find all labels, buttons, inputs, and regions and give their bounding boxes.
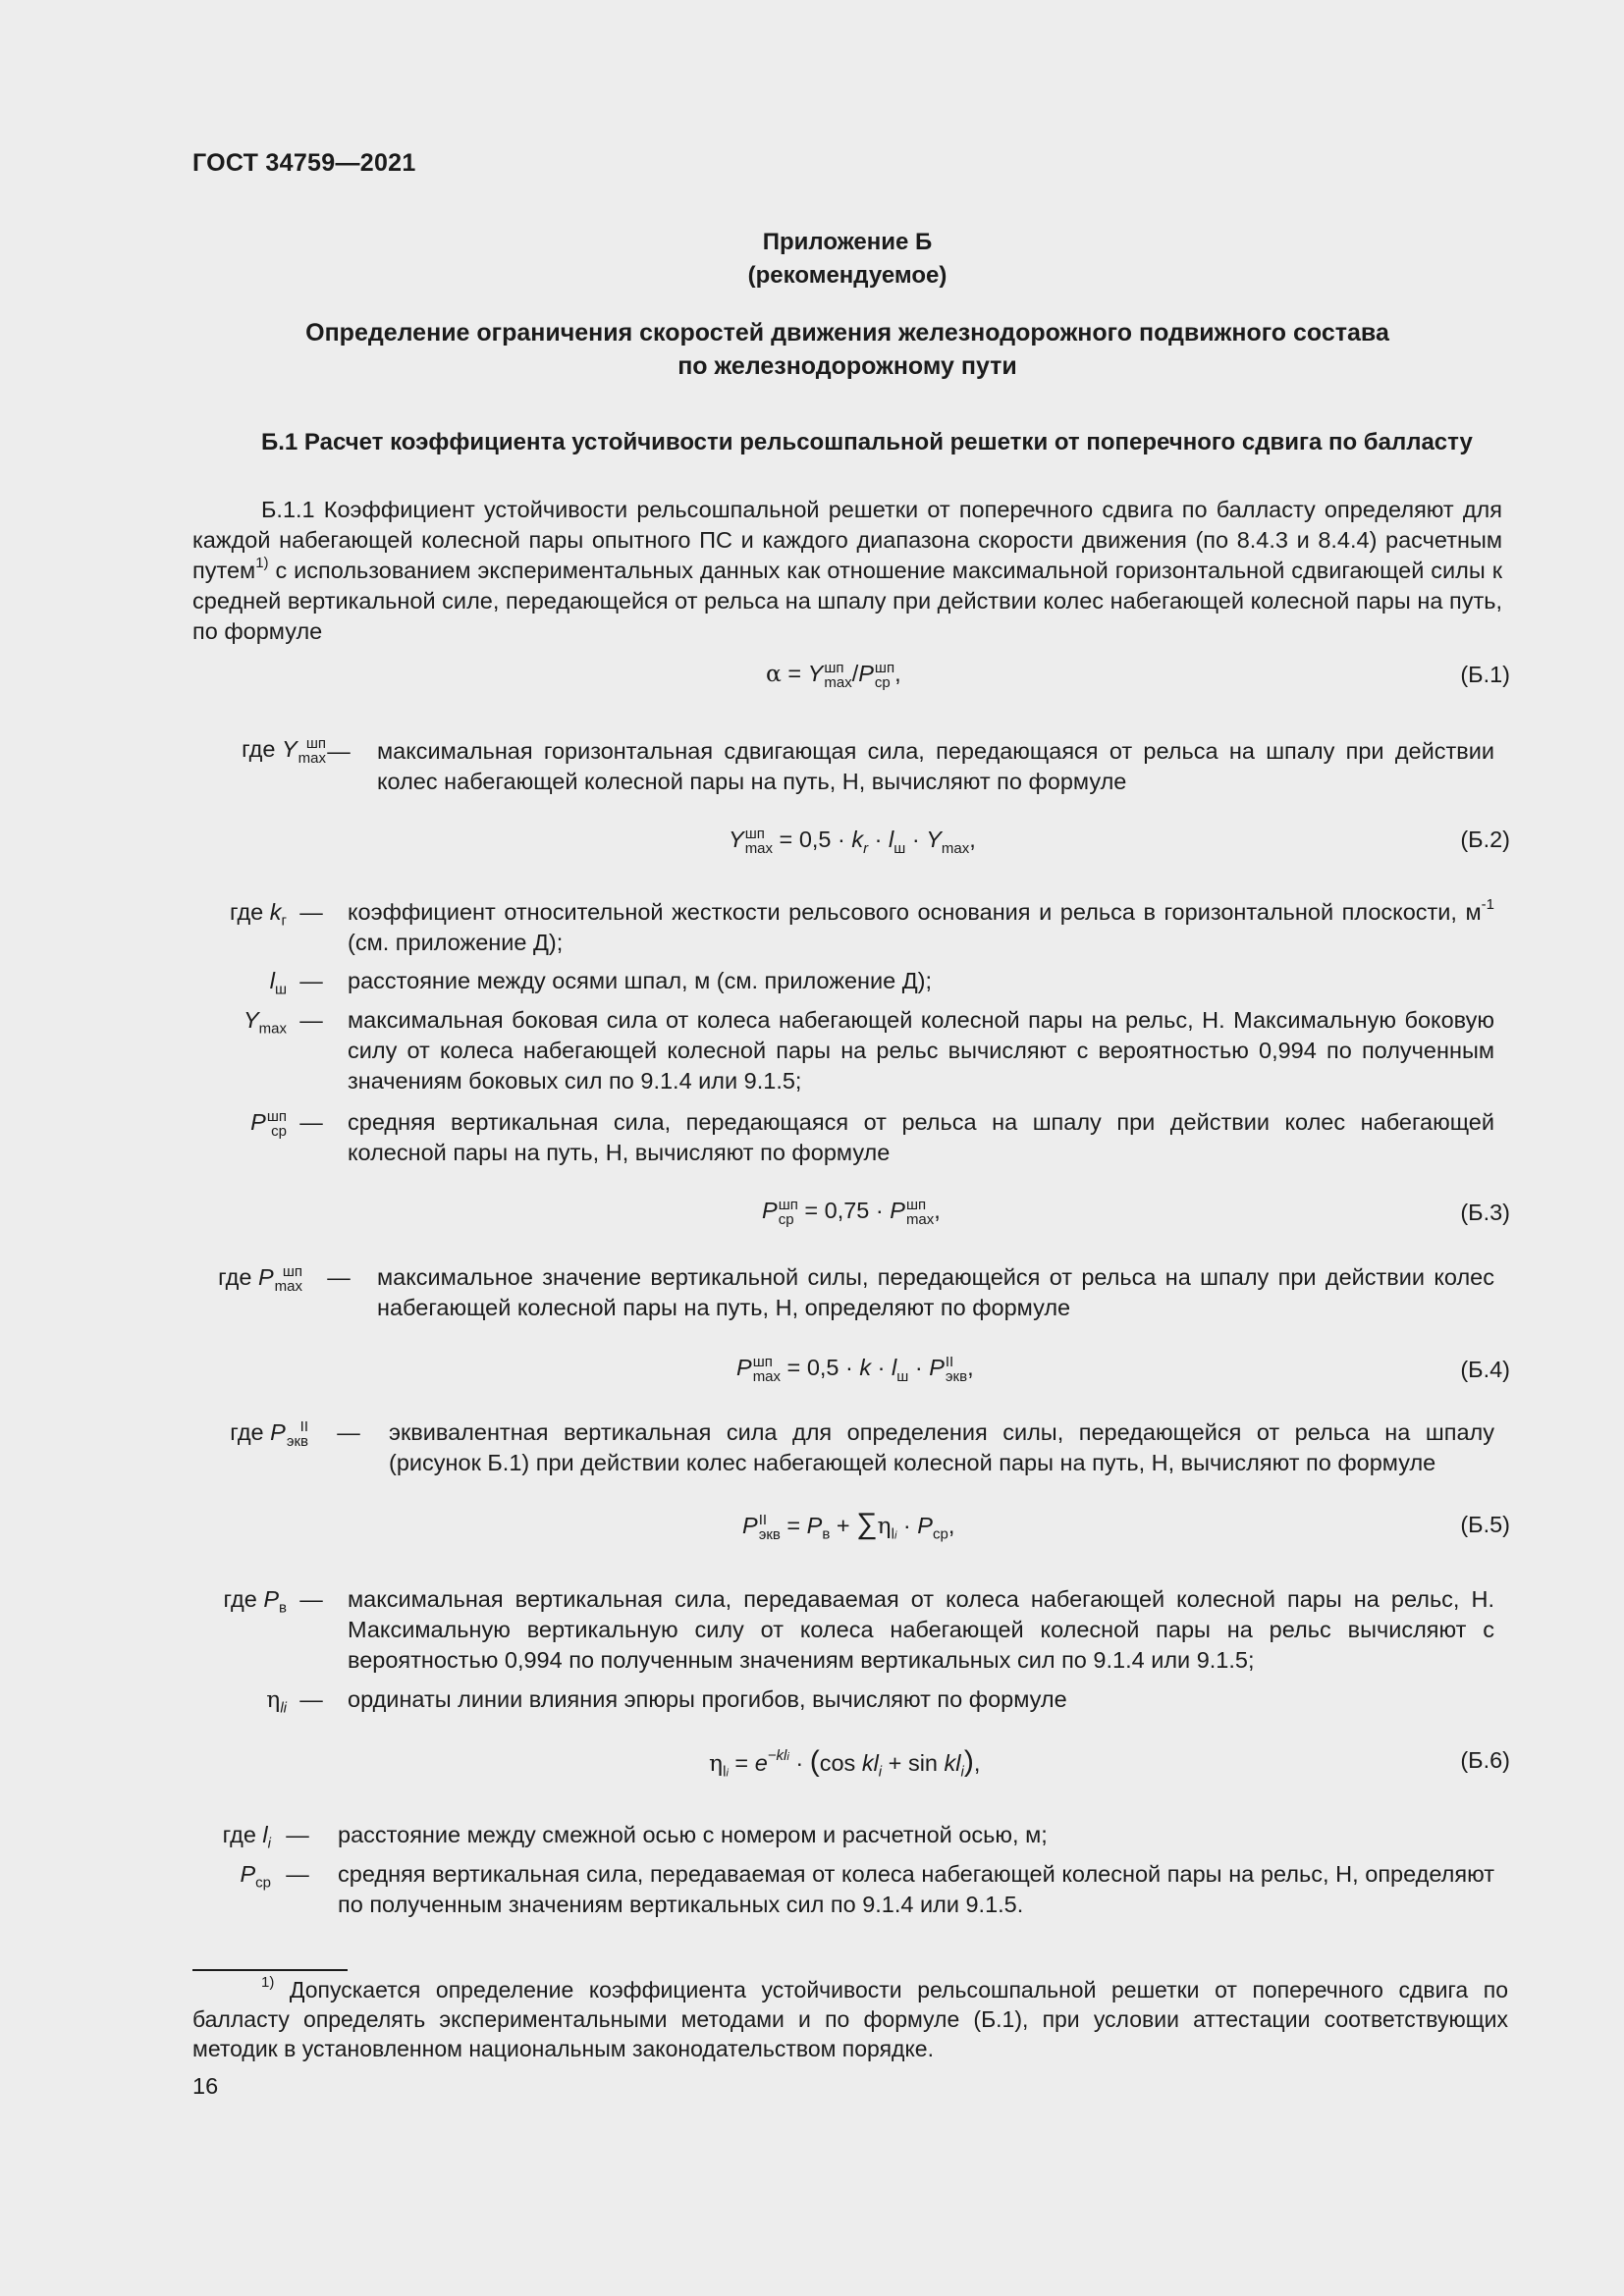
sup-text: II [945,1354,954,1370]
def-symbol-y-max-shp [192,734,326,766]
symbol-y: Y [807,661,824,686]
sub-text: max [941,839,970,857]
def-symbol-p-max [192,1262,302,1294]
sub-text: экв [758,1525,781,1543]
def-text-p-max: максимальное значение вертикальной силы, передающейся от рельса на шпалу при действии колес набегающей колесной пары на путь, Н, определяют по формуле [377,1264,1494,1320]
sup-text: II [758,1511,768,1528]
equals-sign: = [780,1513,807,1538]
sup-sub [779,1198,798,1227]
sub-text: ш [274,981,287,998]
eta-symbol: η [709,1749,724,1777]
formula-b6 [709,1745,980,1779]
sum-sign: ∑ [856,1508,878,1540]
sub-text: экв [286,1432,308,1450]
comma: , [894,661,901,686]
comma: , [934,1198,941,1224]
def-symbol-p-cp [192,1107,287,1139]
sub-text: ш [896,1367,909,1385]
def-dash: — [327,738,351,764]
sup-sub [298,736,326,766]
sub-text: max [274,1277,302,1295]
def-dash: — [327,1264,351,1290]
def-symbol-l-i [192,1820,271,1850]
formula-b3 [762,1198,941,1227]
def-dash: — [299,968,323,993]
sup-sub [906,1198,934,1227]
sub-text: ср [271,1122,287,1140]
symbol-e: e [754,1750,768,1776]
sup-sub [759,1513,781,1542]
sup-text: шп [305,734,326,752]
def-symbol-eta [192,1684,287,1715]
paragraph-b11 [192,495,1502,647]
dot: · [896,1513,918,1538]
plus-sign: + [830,1513,857,1538]
sub-text: max [744,840,774,857]
gde-word: где [222,1822,263,1847]
sup-text: шп [266,1107,287,1125]
def-text-p-ekv: эквивалентная вертикальная сила для определения силы, передающейся от рельса на шпалу (рисунок Б.1) при действии колес набегающей колесной пары на путь, Н, вычисляют по формуле [389,1419,1494,1475]
left-paren: ( [809,1745,820,1778]
sup-text: -1 [1481,896,1494,914]
def-dash: — [299,1109,323,1135]
sup-sub [875,661,894,690]
sub-text: в [279,1599,287,1617]
def-text-y-max: максимальная боковая сила от колеса набегающей колесной пары на рельс, Н. Максимальную боковую силу от колеса набегающей колесной пары на рельс вычисляют с вероятностью 0,994 по полученным значениям боковых сил по 9.1.4 или 9.1.5; [348,1007,1494,1094]
dot: · [908,1355,930,1381]
gde-word: где [229,899,270,925]
plus-sign: + [882,1750,908,1776]
def-dash: — [337,1419,360,1445]
slash: / [851,661,859,686]
def-text: (см. приложение Д); [348,930,564,955]
sup-text: шп [824,659,844,676]
symbol: l [269,968,275,993]
formula-number-b5: (Б.5) [1460,1512,1510,1537]
symbol: P [257,1264,274,1290]
gde-word: где [223,1586,264,1612]
def-text-l-sh: расстояние между осями шпал, м (см. приложение Д); [348,968,933,993]
symbol: Y [243,1007,259,1033]
appendix-heading [192,226,1502,293]
def-dash: — [299,899,323,925]
symbol-y: Y [729,827,744,853]
sub-text: ср [778,1211,794,1228]
symbol: P [240,1861,256,1887]
sub-text: i [267,1835,271,1852]
def-dash: — [286,1861,309,1887]
def-symbol-k-g [192,897,287,928]
equals-sign: = [781,661,808,686]
comma: , [973,1750,981,1776]
dot: · [868,827,890,853]
symbol: Y [281,736,298,762]
def-text-l-i: расстояние между смежной осью с номером и расчетной осью, м; [338,1822,1048,1847]
sub-text: max [752,1368,782,1385]
coefficient: = 0,75 · [797,1198,891,1224]
page-number: 16 [192,2073,219,2099]
symbol: l [262,1822,268,1847]
appendix-status: (рекомендуемое) [747,262,947,289]
dot: · [788,1750,810,1776]
sup-sub [745,827,773,856]
gde-word: где [242,736,282,762]
sub-text: max [258,1020,287,1038]
dot: · [871,1355,893,1381]
gde-word: где [218,1264,258,1290]
symbol-p: P [858,661,874,686]
gde-word: где [230,1419,271,1445]
sup-text: шп [744,826,765,842]
eta-symbol: η [877,1512,892,1539]
sub-text: i [893,1529,897,1542]
sup-text: шп [905,1197,927,1213]
symbol-p: P [762,1198,778,1224]
def-dash: — [299,1586,323,1612]
def-symbol-y-max [192,1005,287,1036]
sub-text: l [891,1525,894,1543]
sub-text: в [822,1525,831,1543]
formula-number-b1: (Б.1) [1460,662,1510,687]
formula-b1 [766,660,901,690]
sub-text: i [960,1763,964,1781]
right-paren: ) [963,1745,974,1778]
formula-number-b3: (Б.3) [1460,1200,1510,1225]
def-symbol-l-sh [192,966,287,996]
sub-text: ср [255,1874,271,1892]
sub-text: ш [893,839,906,857]
def-dash: — [299,1686,323,1712]
formula-b5 [742,1508,954,1542]
symbol-kl: kl [944,1750,961,1776]
sin-function: sin [907,1750,945,1776]
sub-text: max [905,1211,935,1228]
title-line-2: по железнодорожному пути [677,352,1017,380]
symbol-y: Y [926,827,942,853]
def-symbol-p-cp-avg [192,1859,271,1890]
sup-sub [753,1355,781,1384]
sub-text: l [723,1763,727,1781]
sup-sub [287,1419,308,1449]
symbol: P [250,1109,266,1135]
cos-function: cos [819,1750,862,1776]
symbol-k: k [851,827,864,853]
sup-text: шп [282,1262,302,1280]
comma: , [967,1355,974,1381]
sub-text: г [281,912,287,930]
def-text-eta: ординаты линии влияния эпюры прогибов, вычисляют по формуле [348,1686,1067,1712]
formula-b4 [736,1355,974,1384]
sup-sub [275,1264,302,1294]
dot: · [905,827,927,853]
sup-text: шп [874,659,895,676]
def-symbol-p-v [192,1584,287,1615]
sub-text: ср [932,1525,948,1543]
appendix-title: Приложение Б [762,229,933,255]
paragraph-text-1: Б.1.1 Коэффициент устойчивости рельсошпальной решетки от поперечного сдвига по балласту определяют для каждой набегающей колесной пары опытного ПС и каждого диапазона скорости движения (по 8.4.3 и 8.4.4) расчетным путем [192,497,1502,583]
footnote-reference: 1) [255,555,269,572]
sub-text: li [280,1699,287,1717]
appendix-main-title [192,316,1502,383]
sub-text: max [298,749,326,767]
footnote [192,1975,1508,2063]
paragraph-text-2: с использованием экспериментальных данных как отношение максимальной горизонтальной сдвигающей силы к средней вертикальной силе, передающейся от рельса на шпалу при действии колес набегающей колесной пары на путь, по формуле [192,558,1502,644]
equals-sign: = [728,1750,755,1776]
symbol: η [266,1685,281,1713]
formula-b2 [729,827,976,856]
sup-sub [267,1109,287,1139]
sup-sub [824,661,851,690]
sub-text: экв [945,1368,968,1385]
sup-text: шп [778,1197,798,1213]
coefficient: = 0,5 · [773,827,852,853]
def-dash: — [299,1007,323,1033]
symbol: P [270,1419,286,1445]
alpha-symbol: α [766,660,782,687]
document-header: ГОСТ 34759—2021 [192,149,416,177]
formula-number-b6: (Б.6) [1460,1747,1510,1773]
def-text-p-cp-avg: средняя вертикальная сила, передаваемая от колеса набегающей колесной пары на рельс, Н, определяют по полученным значениям вертикальных сил по 9.1.4 или 9.1.5. [338,1861,1494,1917]
sub-text: ср [874,673,891,691]
sup-text: i [786,1751,789,1764]
symbol-p: P [806,1513,823,1538]
symbol: P [263,1586,280,1612]
symbol-p: P [736,1355,752,1381]
sub-text: r [863,839,869,857]
comma: , [969,827,976,853]
symbol-p: P [929,1355,945,1381]
def-text-p-cp: средняя вертикальная сила, передающаяся от рельса на шпалу при действии колес набегающей колесной пары на путь, Н, вычисляют по формуле [348,1109,1494,1165]
symbol-kl: kl [861,1750,879,1776]
symbol: k [269,899,282,925]
def-text-p-v: максимальная вертикальная сила, передаваемая от колеса набегающей колесной пары на рельс, Н. Максимальную вертикальную силу от колеса набегающей колесной пары на рельс вычисляют с вероятностью 0,994 по полученным значениям вертикальных сил по 9.1.4 или 9.1.5; [348,1586,1494,1673]
symbol-p: P [742,1513,758,1538]
def-text-y-max-shp: максимальная горизонтальная сдвигающая сила, передающаяся от рельса на шпалу при действии колес набегающей колесной пары на путь, Н, вычисляют по формуле [377,738,1494,794]
sup-text: шп [752,1354,773,1370]
symbol-k: k [859,1355,872,1381]
symbol-l: l [889,827,894,853]
footnote-text: Допускается определение коэффициента устойчивости рельсошпальной решетки от поперечного сдвига по балласту определять экспериментальными методами и по формуле (Б.1), при условии аттестации соответствующих методик в установленном национальным законодательством порядке. [192,1977,1508,2061]
formula-number-b2: (Б.2) [1460,827,1510,852]
symbol-l: l [892,1355,897,1381]
sub-text: i [878,1763,883,1781]
comma: , [947,1513,955,1538]
sup-text: II [299,1417,308,1435]
sup-text: −kl [767,1747,787,1765]
def-symbol-p-ekv [192,1417,308,1449]
def-text-k-g [348,897,1494,958]
symbol-p: P [890,1198,905,1224]
sub-text: i [726,1767,729,1780]
coefficient: = 0,5 · [781,1355,860,1381]
footnote-number: 1) [261,1974,275,1992]
title-line-1: Определение ограничения скоростей движения железнодорожного подвижного состава [305,319,1389,347]
footnote-divider [192,1969,348,1971]
symbol-p: P [917,1513,933,1538]
def-dash: — [286,1822,309,1847]
section-title: Б.1 Расчет коэффициента устойчивости рельсошпальной решетки от поперечного сдвига по балласту [261,429,1473,455]
sup-sub [946,1355,967,1384]
def-text: коэффициент относительной жесткости рельсового основания и рельса в горизонтальной плоскости, м [348,899,1482,925]
sub-text: max [824,673,852,691]
formula-number-b4: (Б.4) [1460,1357,1510,1382]
